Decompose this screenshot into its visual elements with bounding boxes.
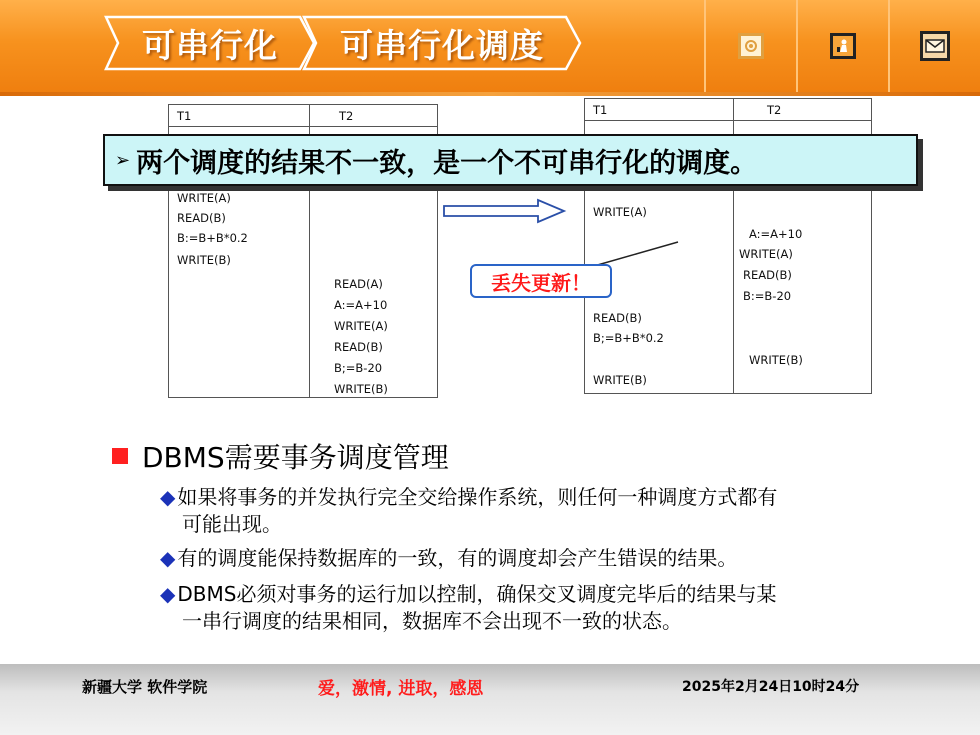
footer-datetime: 2025年2月24日10时24分 [682,679,860,695]
home-button[interactable] [704,0,796,92]
sub-bullet-text-cont: 一串行调度的结果相同，数据库不会出现不一致的状态。 [182,609,682,633]
op-t2: WRITE(A) [334,319,388,333]
sub-bullet-text-cont: 可能出现。 [182,512,282,536]
op-t1: WRITE(A) [593,205,647,219]
callout-banner [103,134,918,186]
op-t2: B:=B-20 [743,289,792,303]
arrow-bullet-icon: ➢ [115,149,131,171]
square-bullet-icon [112,448,128,464]
op-t2: WRITE(B) [749,353,803,367]
op-t2: READ(A) [334,277,383,291]
op-t2: READ(B) [743,268,792,282]
column-header-t1: T1 [585,99,733,121]
op-t2: WRITE(A) [739,247,793,261]
column-header-t2: T2 [733,99,871,121]
op-t1: WRITE(B) [593,373,647,387]
op-t1: B;=B+B*0.2 [593,331,664,345]
sub-bullet-text: 有的调度能保持数据库的一致，有的调度却会产生错误的结果。 [177,546,738,570]
sub-bullet-2 [160,545,940,572]
op-t2: READ(B) [334,340,383,354]
op-t2: A:=A+10 [334,298,388,312]
tab-serializability[interactable] [100,14,320,72]
op-t1: B:=B+B*0.2 [177,231,248,245]
column-header-t1: T1 [169,105,309,127]
arrow-icon [442,198,568,224]
footer-institution: 新疆大学 软件学院 [82,678,208,696]
op-t2: A:=A+10 [749,227,803,241]
diamond-bullet-icon: ◆ [160,582,176,606]
header-divider [0,92,980,96]
sub-bullet-text: 如果将事务的并发执行完全交给操作系统，则任何一种调度方式都有 [177,485,778,509]
main-bullet-text: DBMS需要事务调度管理 [142,441,449,474]
sub-bullet-1 [160,484,940,538]
mail-button[interactable] [888,0,980,92]
sub-bullet-3 [160,581,940,635]
tab-serializable-schedule[interactable] [298,14,586,72]
title-bar [0,0,980,92]
op-t1: READ(B) [593,311,642,325]
sub-bullet-text: DBMS必须对事务的运行加以控制，确保交叉调度完毕后的结果与某 [177,582,777,606]
tab-label: 可串行化 [142,25,278,65]
op-t2: B;=B-20 [334,361,383,375]
tab-label: 可串行化调度 [340,25,544,65]
main-bullet [112,436,449,476]
person-button[interactable] [796,0,888,92]
footer-bar [0,664,980,735]
callout-text: 两个调度的结果不一致，是一个不可串行化的调度。 [136,147,758,179]
op-t1: READ(B) [177,211,226,225]
home-icon [738,33,764,59]
op-t1: WRITE(A) [177,191,231,205]
op-t2: WRITE(B) [334,382,388,396]
diamond-bullet-icon: ◆ [160,546,176,570]
diamond-bullet-icon: ◆ [160,485,176,509]
person-icon [830,33,856,59]
mail-icon [920,31,950,61]
lost-update-label: 丢失更新！ [470,264,612,298]
column-header-t2: T2 [309,105,437,127]
op-t1: WRITE(B) [177,253,231,267]
footer-motto: 爱，激情, 进取，感恩 [318,679,484,699]
